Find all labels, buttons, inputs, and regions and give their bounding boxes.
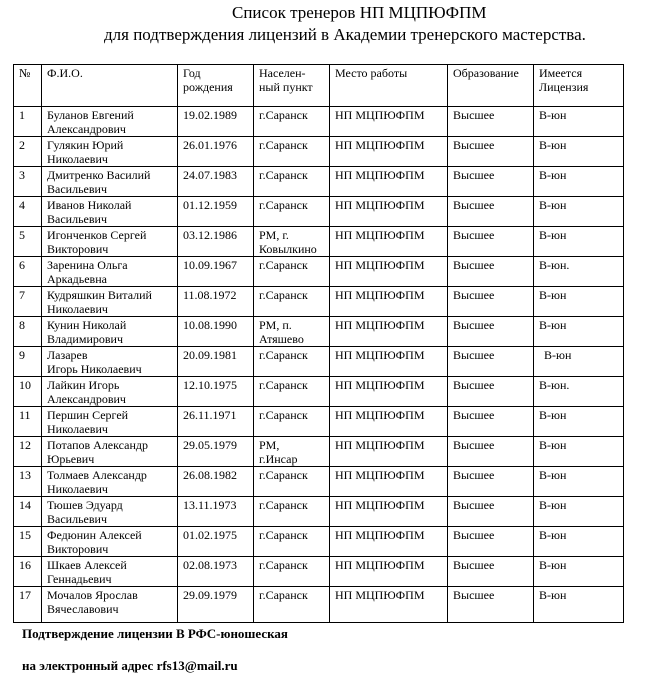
header-fio: Ф.И.О. — [42, 65, 178, 107]
coaches-table — [13, 64, 624, 623]
cell-name: Игонченков Сергей Викторович — [42, 227, 178, 257]
cell-place: г.Саранск — [254, 107, 330, 137]
cell-license: В-юн — [534, 317, 624, 347]
cell-place: г.Саранск — [254, 347, 330, 377]
cell-place: г.Саранск — [254, 497, 330, 527]
cell-education: Высшее — [448, 437, 534, 467]
cell-name: Буланов Евгений Александрович — [42, 107, 178, 137]
table-row — [14, 137, 624, 167]
cell-education: Высшее — [448, 377, 534, 407]
cell-num: 7 — [14, 287, 42, 317]
cell-birth: 26.01.1976 — [178, 137, 254, 167]
cell-birth: 20.09.1981 — [178, 347, 254, 377]
cell-education: Высшее — [448, 527, 534, 557]
cell-license: В-юн — [534, 107, 624, 137]
cell-num: 5 — [14, 227, 42, 257]
cell-name: Шкаев Алексей Геннадьевич — [42, 557, 178, 587]
cell-work: НП МЦПЮФПМ — [330, 467, 448, 497]
cell-education: Высшее — [448, 467, 534, 497]
cell-work: НП МЦПЮФПМ — [330, 437, 448, 467]
cell-num: 11 — [14, 407, 42, 437]
cell-birth: 26.11.1971 — [178, 407, 254, 437]
table-row — [14, 527, 624, 557]
cell-place: РМ, г.Инсар — [254, 437, 330, 467]
cell-work: НП МЦПЮФПМ — [330, 557, 448, 587]
cell-birth: 19.02.1989 — [178, 107, 254, 137]
cell-work: НП МЦПЮФПМ — [330, 287, 448, 317]
table-row — [14, 257, 624, 287]
table-row — [14, 317, 624, 347]
header-row — [14, 65, 624, 107]
cell-education: Высшее — [448, 557, 534, 587]
title-line-2: для подтверждения лицензий в Академии тренерского мастерства. — [104, 25, 586, 44]
cell-place: г.Саранск — [254, 257, 330, 287]
cell-name: Тюшев Эдуард Васильевич — [42, 497, 178, 527]
cell-place: РМ, г. Ковылкино — [254, 227, 330, 257]
cell-work: НП МЦПЮФПМ — [330, 377, 448, 407]
cell-license: В-юн — [534, 437, 624, 467]
cell-num: 17 — [14, 587, 42, 623]
cell-work: НП МЦПЮФПМ — [330, 527, 448, 557]
cell-name: Кунин Николай Владимирович — [42, 317, 178, 347]
cell-num: 2 — [14, 137, 42, 167]
cell-work: НП МЦПЮФПМ — [330, 107, 448, 137]
header-education: Образование — [448, 65, 534, 107]
cell-birth: 02.08.1973 — [178, 557, 254, 587]
cell-num: 10 — [14, 377, 42, 407]
table-row — [14, 557, 624, 587]
title-line-1: Список тренеров НП МЦПЮФПМ — [232, 3, 487, 22]
cell-birth: 01.02.1975 — [178, 527, 254, 557]
cell-education: Высшее — [448, 587, 534, 623]
cell-num: 16 — [14, 557, 42, 587]
header-num: № — [14, 65, 42, 107]
footer-license-note: Подтверждение лицензии В РФС-юношеская — [22, 626, 288, 641]
cell-work: НП МЦПЮФПМ — [330, 317, 448, 347]
cell-name: Потапов Александр Юрьевич — [42, 437, 178, 467]
table-row — [14, 467, 624, 497]
cell-name: Толмаев Александр Николаевич — [42, 467, 178, 497]
cell-num: 1 — [14, 107, 42, 137]
cell-work: НП МЦПЮФПМ — [330, 167, 448, 197]
cell-education: Высшее — [448, 197, 534, 227]
cell-num: 15 — [14, 527, 42, 557]
header-work: Место работы — [330, 65, 448, 107]
cell-name: Дмитренко Василий Васильевич — [42, 167, 178, 197]
cell-work: НП МЦПЮФПМ — [330, 197, 448, 227]
cell-num: 12 — [14, 437, 42, 467]
cell-name: Першин Сергей Николаевич — [42, 407, 178, 437]
cell-name: Мочалов Ярослав Вячеславович — [42, 587, 178, 623]
cell-num: 4 — [14, 197, 42, 227]
cell-license: В-юн — [534, 197, 624, 227]
cell-education: Высшее — [448, 497, 534, 527]
cell-place: г.Саранск — [254, 467, 330, 497]
cell-place: г.Саранск — [254, 527, 330, 557]
cell-license: В-юн — [534, 527, 624, 557]
cell-num: 14 — [14, 497, 42, 527]
cell-education: Высшее — [448, 317, 534, 347]
table-row — [14, 497, 624, 527]
cell-name: Заренина Ольга Аркадьевна — [42, 257, 178, 287]
cell-place: г.Саранск — [254, 287, 330, 317]
cell-birth: 01.12.1959 — [178, 197, 254, 227]
cell-education: Высшее — [448, 167, 534, 197]
table-row — [14, 377, 624, 407]
cell-birth: 03.12.1986 — [178, 227, 254, 257]
cell-license: В-юн. — [534, 377, 624, 407]
table-row — [14, 347, 624, 377]
cell-name: Лайкин Игорь Александрович — [42, 377, 178, 407]
cell-license: В-юн — [534, 467, 624, 497]
cell-license: В-юн. — [534, 257, 624, 287]
cell-name: Федюнин Алексей Викторович — [42, 527, 178, 557]
cell-work: НП МЦПЮФПМ — [330, 497, 448, 527]
cell-birth: 10.09.1967 — [178, 257, 254, 287]
cell-place: г.Саранск — [254, 557, 330, 587]
cell-work: НП МЦПЮФПМ — [330, 407, 448, 437]
cell-num: 6 — [14, 257, 42, 287]
cell-birth: 10.08.1990 — [178, 317, 254, 347]
cell-license: В-юн — [534, 347, 624, 377]
cell-work: НП МЦПЮФПМ — [330, 587, 448, 623]
cell-license: В-юн — [534, 287, 624, 317]
cell-num: 3 — [14, 167, 42, 197]
cell-place: г.Саранск — [254, 137, 330, 167]
cell-education: Высшее — [448, 257, 534, 287]
header-place: Населен- ный пункт — [254, 65, 330, 107]
cell-license: В-юн — [534, 167, 624, 197]
cell-birth: 11.08.1972 — [178, 287, 254, 317]
cell-birth: 13.11.1973 — [178, 497, 254, 527]
cell-license: В-юн — [534, 557, 624, 587]
cell-education: Высшее — [448, 107, 534, 137]
cell-education: Высшее — [448, 227, 534, 257]
footer-email-note: на электронный адрес rfs13@mail.ru — [22, 658, 238, 673]
table-row — [14, 167, 624, 197]
cell-work: НП МЦПЮФПМ — [330, 227, 448, 257]
cell-education: Высшее — [448, 137, 534, 167]
cell-place: РМ, п. Атяшево — [254, 317, 330, 347]
cell-name: Гулякин Юрий Николаевич — [42, 137, 178, 167]
table-row — [14, 437, 624, 467]
table-row — [14, 227, 624, 257]
cell-work: НП МЦПЮФПМ — [330, 347, 448, 377]
cell-work: НП МЦПЮФПМ — [330, 257, 448, 287]
cell-license: В-юн — [534, 137, 624, 167]
table-row — [14, 197, 624, 227]
cell-work: НП МЦПЮФПМ — [330, 137, 448, 167]
cell-num: 13 — [14, 467, 42, 497]
cell-license: В-юн — [534, 587, 624, 623]
cell-birth: 24.07.1983 — [178, 167, 254, 197]
cell-place: г.Саранск — [254, 587, 330, 623]
cell-name: Иванов Николай Васильевич — [42, 197, 178, 227]
cell-license: В-юн — [534, 407, 624, 437]
table-row — [14, 407, 624, 437]
header-license: Имеется Лицензия — [534, 65, 624, 107]
cell-birth: 26.08.1982 — [178, 467, 254, 497]
table-row — [14, 287, 624, 317]
table-row — [14, 587, 624, 623]
cell-name: Кудряшкин Виталий Николаевич — [42, 287, 178, 317]
cell-place: г.Саранск — [254, 377, 330, 407]
cell-birth: 12.10.1975 — [178, 377, 254, 407]
cell-place: г.Саранск — [254, 197, 330, 227]
cell-num: 9 — [14, 347, 42, 377]
table-row — [14, 107, 624, 137]
cell-education: Высшее — [448, 287, 534, 317]
cell-birth: 29.09.1979 — [178, 587, 254, 623]
cell-place: г.Саранск — [254, 407, 330, 437]
cell-birth: 29.05.1979 — [178, 437, 254, 467]
cell-num: 8 — [14, 317, 42, 347]
cell-license: В-юн — [534, 227, 624, 257]
cell-education: Высшее — [448, 347, 534, 377]
cell-education: Высшее — [448, 407, 534, 437]
header-birth: Год рождения — [178, 65, 254, 107]
cell-name: Лазарев Игорь Николаевич — [42, 347, 178, 377]
cell-place: г.Саранск — [254, 167, 330, 197]
cell-license: В-юн — [534, 497, 624, 527]
